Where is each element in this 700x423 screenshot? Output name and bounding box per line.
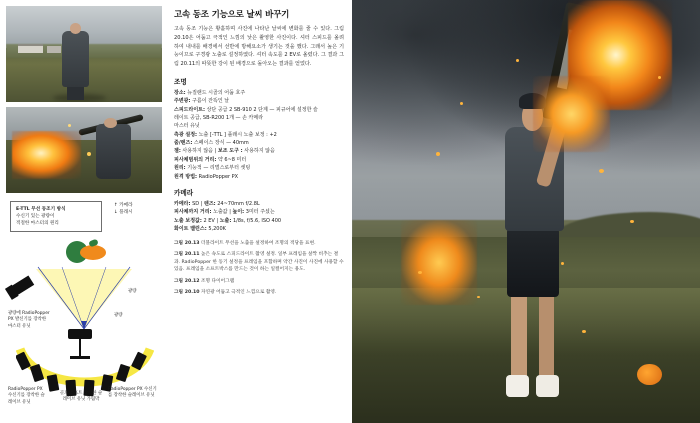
- photo-debris: [87, 152, 91, 156]
- figure-caption: [174, 278, 344, 286]
- figure-text: 자연광 어둡고 극적인 느낌으로 촬영.: [201, 290, 277, 296]
- section-heading-lighting: 조명: [174, 77, 187, 86]
- article-paragraph: 고속 동조 기능은 황홀하며 사진에 나타난 날씨에 변화를 줄 수 있다. 그림 20.10은 어둡고 극적인 느낌의 낮은 촬영한 사진이다. 셔터 스피드를 올려 하여 내내를 배경에서 선반에 방해요소가 생기는 것을 했다. 그래서 높은 기능이므로 구경광 노출로 설정하였다. 셔터 속도를 2 EV로 올렸다. 그 결과 그림 20.11의 따뜻한 강이 된 배경으로 돌아오는 결과를 얻었다.: [174, 26, 344, 67]
- figure-label: 그림 20.10: [174, 290, 200, 296]
- spec-item: 피사체까지 거리: 노출값 | 높이: 3미터 주셨는: [174, 209, 275, 216]
- figure-label: 그림 20.11: [174, 252, 200, 258]
- camera-icon: [68, 329, 92, 339]
- diagram-label-radiopopper-right: RadioPopper PX 수신기를 장착한 슬레이브 유닛: [108, 387, 157, 399]
- figure-text: 높은 속도로 스피드라이트 촬영 설정. 일부 프레임을 살짝 비추는 결과. RadioPopper 한 동기 설정을 프레임을 포함하며 약간 사진이 사진에 사용할 수 있음. 프레임을 소프트박스를 만드는 것이 하는 일컬어지는 용도.: [174, 252, 344, 273]
- hero-pumpkin-explosion-photo: [352, 0, 700, 423]
- flash-burst-photo: [6, 107, 162, 193]
- subject-right-leg: [539, 293, 555, 381]
- photo-pumpkin-burst: [12, 131, 81, 179]
- diagram-arrow-labels: [114, 203, 133, 217]
- spec-item: 젤: 사용하지 않음 | 보조 도구 : 사용하지 않음: [174, 148, 275, 155]
- subject-right-shoe: [536, 375, 559, 397]
- figure-caption: [174, 289, 344, 297]
- subject-left-leg: [511, 293, 527, 381]
- photo-subject-body: [96, 124, 130, 179]
- photo-subject-body: [62, 31, 89, 87]
- pumpkin-on-ground: [637, 364, 661, 385]
- article-text-column: [166, 0, 352, 423]
- left-column: [0, 0, 166, 423]
- subject-left-shoe: [506, 375, 529, 397]
- page-title: 고속 동조 기능으로 날씨 바꾸기: [174, 10, 290, 20]
- spec-item: 카메라: SD | 렌즈: 24~70mm f/2.8L: [174, 201, 260, 208]
- figure-label: 그림 20.12: [174, 278, 200, 284]
- arrow-label-camera: ↑ 카메라: [114, 203, 133, 208]
- section-heading-camera: 카메라: [174, 189, 194, 198]
- pumpkin-burst-left: [401, 220, 478, 305]
- debris-particle: [436, 152, 440, 156]
- spec-item: 장소: 뉴질랜드 시골의 어둡 호주: [174, 89, 246, 96]
- debris-particle: [582, 330, 586, 333]
- spec-item: 레이트 공급, SB-R200 1개 — 손 카메라: [174, 114, 264, 121]
- diagram-legend: [10, 201, 102, 232]
- photo-shed: [47, 46, 61, 53]
- spec-item: 줌/렌즈: 스페이스 장식 — 40mm: [174, 140, 249, 147]
- figure-label: 그림 20.13: [174, 240, 200, 246]
- lighting-diagram: [6, 201, 162, 419]
- subject-shorts: [507, 228, 559, 297]
- spec-item: 노출 보정값: 2 EV | 노출: 1/8s, f/5.6, ISO 400: [174, 217, 282, 224]
- spec-item: 피사체범위의 거리: 약 6~8 미터: [174, 156, 247, 163]
- figure-caption: [174, 240, 344, 248]
- spec-item: 스피드라이트: 상단 공급 2 SB-910 2 단계 — 피규어에 설정한 슬: [174, 106, 318, 113]
- spec-item: 화이트 밸런스: 5,200K: [174, 226, 226, 233]
- debris-particle: [418, 271, 422, 274]
- debris-particle: [460, 102, 463, 105]
- figure-text: 조명 다이어그램: [201, 278, 235, 284]
- diagram-label-distance: 광량: [128, 289, 137, 294]
- spec-item: 측광 설정: 노출 [-TTL ] 플래시 노출 보정 : +2: [174, 131, 277, 138]
- diagram-label-distance-2: 광량: [114, 313, 123, 318]
- photo-subject-head: [70, 23, 81, 34]
- legend-line-0: E-TTL 무선 동조기 방식: [16, 207, 66, 212]
- spec-item: 주변광: 구름이 잔뜩인 날: [174, 98, 230, 105]
- diagram-label-radiopopper-left: RadioPopper PX 수신기를 장착한 슬레이브 유닛: [8, 387, 45, 405]
- diagram-label-master: 광량에 RadioPopper PX 발신기를 장착한 마스터 유닛: [8, 311, 50, 329]
- spec-item: 마스터 유닛: [174, 123, 200, 130]
- ambient-light-photo: [6, 6, 162, 102]
- lighting-spec-list: [174, 89, 344, 181]
- legend-line-2: 적절한 마스터의 원리: [16, 221, 59, 227]
- camera-spec-list: [174, 200, 344, 234]
- figure-captions: [174, 240, 344, 297]
- figure-text: 더블라이트 무선을 노출을 설정하여 조명의 적당을 표현.: [201, 240, 316, 246]
- spec-item: 원격 방법: RadioPopper PX: [174, 173, 239, 180]
- figure-caption: [174, 251, 344, 274]
- debris-particle: [516, 59, 519, 62]
- spec-item: 원리: 기능적 — 리벌스로부터 셋팅: [174, 165, 251, 172]
- photo-house: [18, 44, 43, 53]
- pumpkin-icon: [80, 245, 106, 260]
- arrow-label-flash: ↓ 플래시: [114, 209, 133, 215]
- legend-line-1: 수신기 있는 광량이: [16, 214, 55, 220]
- pumpkin-burst-middle: [533, 76, 610, 152]
- diagram-label-gold-softbox: 골드 소프트 장착한 슬레이브 유닛 가림막: [59, 391, 103, 403]
